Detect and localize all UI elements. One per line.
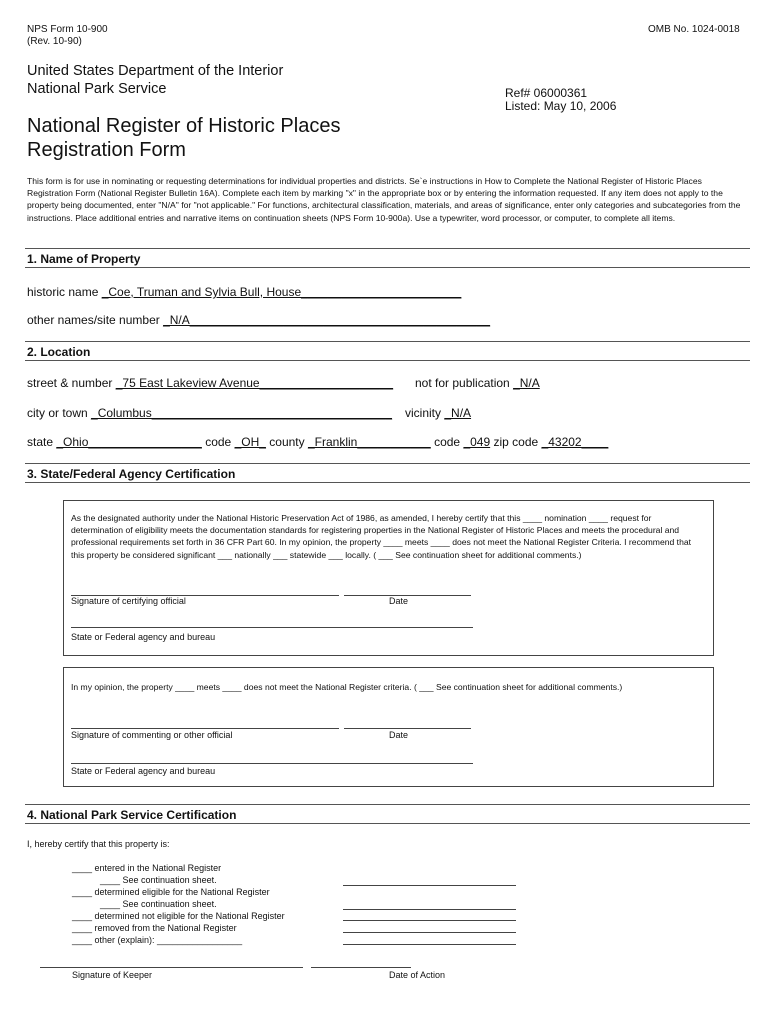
vicinity-label: vicinity [405,406,442,420]
vicinity-row [405,406,471,420]
section-4-title: 4. National Park Service Certification [27,808,237,822]
status-eligible-continuation[interactable]: ____ See continuation sheet. [100,899,217,909]
signature-commenting-label: Signature of commenting or other official [71,730,233,740]
zip-label: zip code [493,435,539,449]
street-row [27,376,393,390]
other-names-value[interactable]: _N/A_____________________________________________ [163,313,491,327]
agency-bureau-label: State or Federal agency and bureau [71,766,216,776]
county-code-label: code [434,435,461,449]
date-of-action-line[interactable] [311,967,411,968]
listed-date: Listed: May 10, 2006 [505,99,617,113]
keeper-line[interactable] [343,885,516,886]
zip-value[interactable]: _43202____ [541,435,609,449]
agency-bureau-label: State or Federal agency and bureau [71,632,216,642]
city-label: city or town [27,406,88,420]
state-code-value[interactable]: _OH_ [234,435,266,449]
keeper-signature-line[interactable] [40,967,303,968]
section-divider [25,804,750,805]
form-number: NPS Form 10-900 [27,24,108,35]
status-removed[interactable]: ____ removed from the National Register [72,923,237,933]
agency-line[interactable] [71,763,473,764]
street-value[interactable]: _75 East Lakeview Avenue____________________ [115,376,394,390]
date-of-action-label: Date of Action [389,970,446,980]
section-divider [25,360,750,361]
state-code-label: code [205,435,232,449]
opinion-statement: In my opinion, the property ____ meets ____ does not meet the National Register criteria. ( ___ See continuation sheet for additional comments.) [71,682,623,692]
certification-statement: As the designated authority under the National Historic Preservation Act of 1986, as amended, I hereby certify that this ____ nomination ____ request for determination of eligibility meets the documentation standards for registering properties in the National Register of Historic Places and meets the procedural and professional requirements set forth in 36 CFR Part 60. In my opinion, the property ____ meets ____ does not meet the National Register Criteria. I recommend that this property be considered significant ___ nationally ___ statewide ___ locally. ( ___ See continuation sheet for additional comments.) [71,513,692,560]
form-title-line2: Registration Form [27,139,186,161]
commenting-official-box [63,667,714,787]
keeper-line[interactable] [343,909,516,910]
certify-statement: I, hereby certify that this property is: [27,839,170,849]
status-entered[interactable]: ____ entered in the National Register [72,863,222,873]
section-divider [25,482,750,483]
street-label: street & number [27,376,113,390]
keeper-line[interactable] [343,944,516,945]
department-name: United States Department of the Interior [27,63,284,79]
city-value[interactable]: _Columbus____________________________________ [91,406,392,420]
not-for-publication-row [415,376,540,390]
keeper-line[interactable] [343,920,516,921]
omb-number: OMB No. 1024-0018 [648,24,740,35]
section-1-title: 1. Name of Property [27,252,141,266]
keeper-line[interactable] [343,932,516,933]
section-2-title: 2. Location [27,345,91,359]
state-row [27,435,608,449]
status-other[interactable]: ____ other (explain): _________________ [72,935,243,945]
service-name: National Park Service [27,81,167,97]
county-label: county [269,435,305,449]
state-label: state [27,435,54,449]
state-value[interactable]: _Ohio_________________ [56,435,202,449]
section-divider [25,248,750,249]
city-row [27,406,392,420]
section-divider [25,823,750,824]
vicinity-value[interactable]: _N/A [444,406,472,420]
section-divider [25,267,750,268]
other-names-row [27,313,490,327]
section-3-title: 3. State/Federal Agency Certification [27,467,236,481]
form-revision: (Rev. 10-90) [27,36,82,47]
not-for-publication-label: not for publication [415,376,510,390]
signature-certifying-label: Signature of certifying official [71,596,186,606]
status-determined-eligible[interactable]: ____ determined eligible for the National Register [72,887,270,897]
not-for-publication-value[interactable]: _N/A [513,376,540,390]
date-label: Date [389,730,409,740]
county-code-value[interactable]: _049 [463,435,491,449]
historic-name-value[interactable]: _Coe, Truman and Sylvia Bull, House________________________ [101,285,462,299]
historic-name-row [27,285,461,299]
keeper-signature-label: Signature of Keeper [72,970,153,980]
other-names-label: other names/site number [27,313,160,327]
section-divider [25,341,750,342]
status-entered-continuation[interactable]: ____ See continuation sheet. [100,875,217,885]
agency-certification-box [63,500,714,656]
county-value[interactable]: _Franklin___________ [307,435,431,449]
intro-instructions: This form is for use in nominating or requesting determinations for individual properties and districts. Se`e instructions in How to Complete the National Register of Historic Places Registration Form (National Register Bulletin 16A). Complete each item by marking "x" in the appropriate box or by entering the information requested. If any item does not apply to the property being documented, enter "N/A" for "not applicable." For functions, architectural classification, materials, and areas of significance, enter only categories and subcategories from the instructions. Place additional entries and narrative items on continuation sheets (NPS Form 10-900a). Use a typewriter, word processor, or computer, to complete all items. [27,176,741,223]
reference-number: Ref# 06000361 [505,86,588,100]
agency-line[interactable] [71,627,473,628]
status-not-eligible[interactable]: ____ determined not eligible for the National Register [72,911,285,921]
date-label: Date [389,596,409,606]
section-divider [25,463,750,464]
form-title-line1: National Register of Historic Places [27,115,341,137]
historic-name-label: historic name [27,285,99,299]
